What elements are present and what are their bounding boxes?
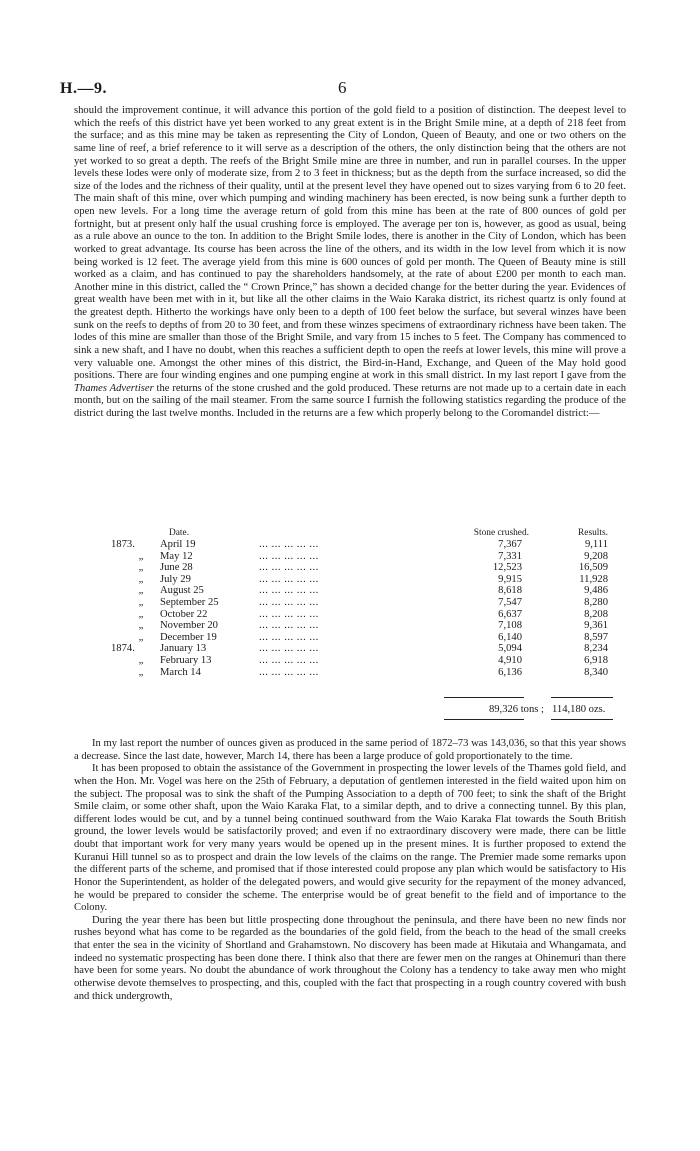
row-date: January 13 (160, 643, 207, 655)
row-ditto-mark: „ (138, 573, 144, 585)
row-stone-crushed: 6,637 (498, 608, 522, 620)
header-stone-crushed: Stone crushed. (473, 528, 529, 538)
row-ditto-mark: „ (138, 596, 144, 608)
row-date: November 20 (160, 620, 218, 632)
row-results: 16,509 (578, 562, 608, 574)
row-stone-crushed: 7,108 (498, 620, 522, 632)
table-row (74, 539, 626, 551)
row-results: 8,280 (584, 596, 608, 608)
row-results: 8,340 (584, 666, 608, 678)
table-row (74, 551, 626, 563)
row-ditto-mark: „ (138, 562, 144, 574)
row-leader-dots: ... ... ... ... ... (259, 562, 319, 574)
row-date: May 12 (160, 550, 193, 562)
header-results: Results. (578, 528, 608, 538)
row-date: August 25 (160, 585, 204, 597)
row-results: 9,361 (584, 620, 608, 632)
total-stone-crushed: 89,326 tons ; (488, 704, 544, 715)
row-date: June 28 (160, 562, 193, 574)
row-date: October 22 (160, 608, 208, 620)
newspaper-title: Thames Advertiser (74, 382, 154, 394)
row-stone-crushed: 5,094 (498, 643, 522, 655)
total-rule-top-stone (444, 697, 524, 698)
table-row (74, 655, 626, 667)
row-date: July 29 (160, 573, 191, 585)
row-ditto-mark: „ (138, 550, 144, 562)
row-leader-dots: ... ... ... ... ... (259, 596, 319, 608)
row-stone-crushed: 7,331 (498, 550, 522, 562)
row-leader-dots: ... ... ... ... ... (259, 608, 319, 620)
paragraph-text: should the improvement continue, it will advance this portion of the gold field to a position of distinction. The deepest level to which the reefs of this district have yet been worked to any great extent is in the Bright Smile mine, at a depth of 218 feet from the surface; and as this mine may be taken as representing the City of London, Queen of Beauty, and one or two others on the same line of reef, a brief reference to it will serve as a description of the others, the only distinction being that the others are not yet worked to so great a depth. The reefs of the Bright Smile mine are three in number, and run in parallel courses. In the upper levels these lodes were only of moderate size, from 2 to 3 feet in thickness; but as the depth from the surface increased, so did the size of the lodes and the richness of their quality, until at the present level they have opened out to sizes varying from 6 to 20 feet. The main shaft of this mine, over which pumping and winding machinery has been erected, is now being sunk a further depth to open new levels. For a long time the average return of gold from this mine has been at the rate of 800 ounces of gold per fortnight, but at present only half the usual crushing force is employed. The average per ton is, however, as good as usual, being as a rule above an ounce to the ton. In addition to the Bright Smile lodes, there is another in the City of London, which has been worked to great advantage. Its course has been across the line of the others, and its width in the low level from which it is now being worked is 12 feet. The average yield from this mine is 600 ounces of gold per month. The Queen of Beauty mine is still worked as a claim, and has continued to pay the shareholders handsomely, at the rate of about £200 per month to each man. Another mine in this district, called the “ Crown Prince,” has shown a decided change for the better during the year. Evidences of great wealth have been met with in it, but like all the other claims in the Waio Karaka district, its richest quartz is only found at the greatest depth. Hitherto the workings have only been to a depth of 100 feet below the surface, but several winzes have been sunk on the reefs to depths of from 20 to 30 feet, and from these winzes specimens of extraordinary richness have been taken. The lodes of this mine are smaller than those of the Bright Smile, and vary from 15 inches to 5 feet. The Company has commenced to sink a new shaft, and I have no doubt, when this reaches a sufficient depth to open the reefs at lower levels, this mine will prove a very valuable one. Amongst the other mines of this district, the Bird-in-Hand, Exchange, and Queen of the May hold good positions. There are four winding engines and one pumping engine at work in this small district. In my last report I gave from the (74, 105, 626, 382)
row-leader-dots: ... ... ... ... ... (259, 631, 319, 643)
row-results: 11,928 (579, 573, 608, 585)
row-ditto-mark: „ (138, 585, 144, 597)
table-row (74, 620, 626, 632)
row-stone-crushed: 9,915 (498, 573, 522, 585)
paragraph-mines (74, 105, 626, 421)
row-results: 8,597 (584, 631, 608, 643)
total-rule-bottom-results (551, 719, 613, 720)
table-row (74, 643, 626, 655)
paragraph-government-prospecting: It has been proposed to obtain the assistance of the Government in prospecting the lower levels of the Thames gold field, and when the Hon. Mr. Vogel was here on the 25th of February, a deputation of gentlemen interested in the field waited upon him on the subject. The proposal was to sink the shaft of the Pumping Association to a depth of 700 feet; to sink the shaft of the Bright Smile claim, or some other shaft, upon the Waio Karaka Flat, to a similar depth, and to drive a connecting tunnel. By this plan, different lodes would be cut, and by a tunnel being continued southward from the Waio Karaka Flat towards the South British ground, the lower levels would be satisfactorily proved; and even if no extraordinary discovery were made, there can be little doubt that important work for very many years would be opened up in the present mines. It is further proposed to extend the Kuranui Hill tunnel so as to prospect and drain the low levels of the claims on the range. The Premier made some remarks upon the different parts of the scheme, and promised that if those interested could propose any plan which would be satisfactory to His Honor the Superintendent, as holder of the delegated powers, and would give security for the repayment of the money advanced, he would be prepared to consider the scheme. The enterprise would be of great benefit to the field and of importance to the Colony. (74, 763, 626, 914)
row-results: 6,918 (584, 654, 608, 666)
row-stone-crushed: 6,140 (498, 631, 522, 643)
paragraph-prospecting: During the year there has been but little prospecting done throughout the peninsula, and there have been no new finds nor rushes beyond what has come to be regarded as the boundaries of the gold field, from the beach to the head of the small creeks that enter the sea in the vicinity of Shortland and Grahamstown. No discovery has been made at Hikutaia and Whangamata, and indeed no systematic prospecting has been done there. I think also that there are fewer men on the ranges at Ohinemuri than there have been for some years. No doubt the abundance of work throughout the Colony has a tendency to take away men who might otherwise devote themselves to prospecting, and this, coupled with the fact that prospecting in a rough country covered with bush and thick undergrowth, (74, 914, 626, 1002)
row-stone-crushed: 4,910 (498, 654, 522, 666)
row-results: 9,486 (584, 585, 608, 597)
table-row (74, 562, 626, 574)
row-stone-crushed: 7,367 (498, 539, 522, 550)
row-year: 1873. (111, 539, 135, 550)
row-ditto-mark: „ (138, 608, 144, 620)
row-leader-dots: ... ... ... ... ... (259, 620, 319, 632)
table-row (74, 609, 626, 621)
returns-table (74, 528, 626, 678)
row-date: September 25 (160, 596, 219, 608)
table-row (74, 667, 626, 679)
paragraph-text-tail: the returns of the stone crushed and the gold produced. These returns are not made up to a certain date in each month, but on the sailing of the mail steamer. From the same source I furnish the following statistics regarding the produce of the district during the last twelve months. Included in the returns are a few which properly belong to the Coromandel district:— (74, 382, 627, 419)
document-code: H.—9. (60, 80, 107, 97)
row-results: 9,111 (584, 539, 608, 550)
total-rule-top-results (551, 697, 613, 698)
row-year: 1874. (111, 643, 135, 655)
row-ditto-mark: „ (138, 631, 144, 643)
row-leader-dots: ... ... ... ... ... (259, 654, 319, 666)
row-stone-crushed: 7,547 (498, 596, 522, 608)
table-body (74, 539, 626, 678)
row-leader-dots: ... ... ... ... ... (259, 585, 319, 597)
row-stone-crushed: 12,523 (492, 562, 522, 574)
table-row (74, 585, 626, 597)
row-ditto-mark: „ (138, 620, 144, 632)
row-date: February 13 (160, 654, 212, 666)
following-paragraphs (74, 738, 626, 1003)
row-leader-dots: ... ... ... ... ... (259, 573, 319, 585)
row-leader-dots: ... ... ... ... ... (259, 643, 319, 655)
row-ditto-mark: „ (138, 666, 144, 678)
row-results: 8,208 (584, 608, 608, 620)
row-date: December 19 (160, 631, 217, 643)
table-row (74, 574, 626, 586)
row-date: March 14 (160, 666, 201, 678)
header-date: Date. (169, 528, 190, 538)
paragraph-decrease: In my last report the number of ounces given as produced in the same period of 1872–73 was 143,036, so that this year shows a decrease. Since the last date, however, March 14, there has been a large produce of gold proportionately to the time. (74, 738, 626, 762)
table-row (74, 632, 626, 644)
row-results: 8,234 (584, 643, 608, 655)
table-header (74, 528, 626, 539)
total-rule-bottom-stone (444, 719, 524, 720)
row-leader-dots: ... ... ... ... ... (259, 666, 319, 678)
row-leader-dots: ... ... ... ... ... (259, 550, 319, 562)
row-ditto-mark: „ (138, 654, 144, 666)
row-date: April 19 (160, 539, 196, 550)
row-leader-dots: ... ... ... ... ... (259, 539, 319, 550)
row-stone-crushed: 8,618 (498, 585, 522, 597)
row-stone-crushed: 6,136 (498, 666, 522, 678)
table-row (74, 597, 626, 609)
total-results: 114,180 ozs. (552, 704, 606, 715)
page-number: 6 (338, 78, 347, 97)
row-results: 9,208 (584, 550, 608, 562)
